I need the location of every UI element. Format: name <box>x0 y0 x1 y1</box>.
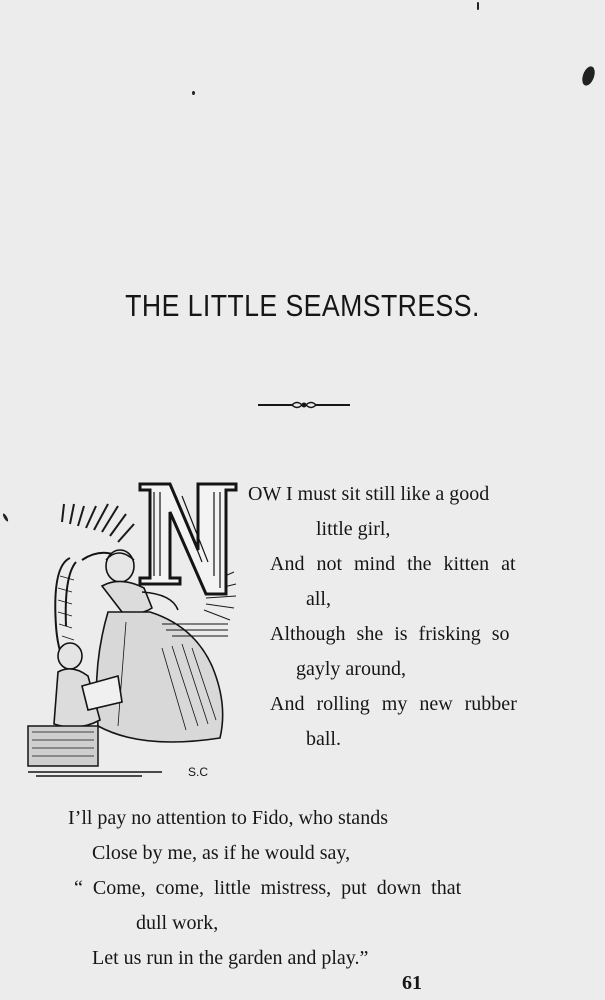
verse-line: OW I must sit still like a good <box>248 483 490 505</box>
ornament-divider <box>256 398 352 412</box>
verse-line: dull work, <box>136 912 219 934</box>
ink-speck <box>192 91 195 95</box>
verse-line: And rolling my new rubber <box>270 693 517 715</box>
svg-text:N: N <box>122 492 123 493</box>
page-title: THE LITTLE SEAMSTRESS. <box>125 288 480 323</box>
verse-line: I’ll pay no attention to Fido, who stands <box>68 807 388 829</box>
verse-line: little girl, <box>316 518 391 540</box>
verse-line: Let us run in the garden and play.” <box>92 947 369 969</box>
page-number: 61 <box>402 972 422 994</box>
verse-line: Although she is frisking so <box>270 623 510 645</box>
drop-cap-letter <box>122 484 236 594</box>
verse-line: gayly around, <box>296 658 406 680</box>
verse-line: Close by me, as if he would say, <box>92 842 351 864</box>
ink-speck <box>477 2 479 10</box>
ink-speck <box>2 513 9 522</box>
verse-line: all, <box>306 588 331 610</box>
artist-signature: S.C <box>188 765 209 779</box>
verse-line: ball. <box>306 728 341 750</box>
ink-speck <box>580 65 597 88</box>
verse-line: And not mind the kitten at <box>270 553 516 575</box>
illustration-seated-girls <box>22 476 250 788</box>
verse-line: “ Come, come, little mistress, put down that <box>74 877 462 899</box>
